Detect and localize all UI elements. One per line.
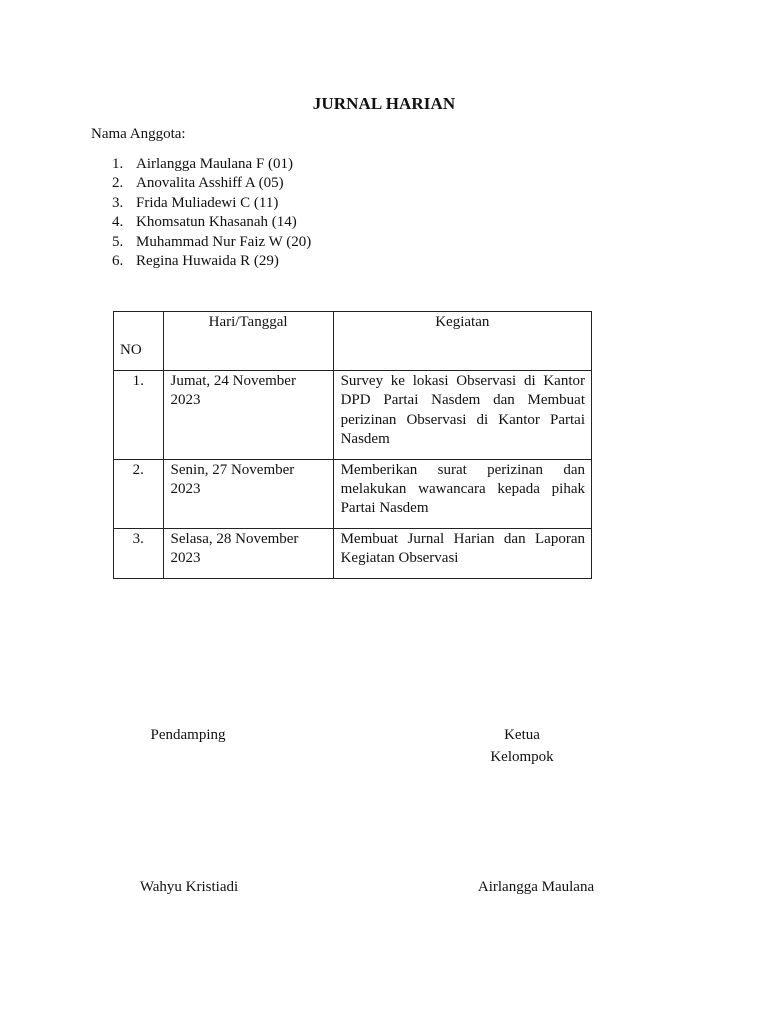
table-header-row — [114, 312, 592, 371]
member-name: Airlangga Maulana F (01) — [136, 156, 294, 172]
row-date: Selasa, 28 November 2023 — [163, 528, 333, 578]
header-activity: Kegiatan — [333, 312, 591, 371]
row-date: Senin, 27 November 2023 — [163, 459, 333, 528]
list-item-number: 2. — [112, 175, 124, 192]
table-row — [114, 459, 592, 528]
header-no: NO — [114, 312, 164, 371]
list-item — [112, 252, 311, 271]
journal-table — [113, 311, 592, 579]
signature-left-role: Pendamping — [150, 727, 226, 743]
members-list — [112, 155, 311, 271]
header-date: Hari/Tanggal — [163, 312, 333, 371]
members-label: Nama Anggota: — [91, 126, 186, 142]
list-item-number: 4. — [112, 214, 124, 231]
member-name: Regina Huwaida R (29) — [136, 252, 279, 269]
table-row — [114, 528, 592, 578]
member-name: Khomsatun Khasanah (14) — [136, 214, 297, 231]
row-date: Jumat, 24 November 2023 — [163, 371, 333, 460]
row-activity: Survey ke lokasi Observasi di Kantor DPD Partai Nasdem dan Membuat perizinan Observasi di Kantor Partai Nasdem — [333, 371, 591, 460]
member-name: Muhammad Nur Faiz W (20) — [136, 233, 312, 250]
list-item-number: 3. — [112, 194, 124, 211]
list-item — [112, 194, 311, 213]
row-activity: Memberikan surat perizinan dan melakukan wawancara kepada pihak Partai Nasdem — [333, 459, 591, 528]
row-activity: Membuat Jurnal Harian dan Laporan Kegiatan Observasi — [333, 528, 591, 578]
member-name: Frida Muliadewi C (11) — [136, 194, 279, 211]
list-item-number: 1. — [112, 156, 124, 172]
row-number: 2. — [114, 459, 164, 528]
signature-right-name: Airlangga Maulana — [477, 879, 595, 895]
signature-right-role-line1: Ketua — [504, 727, 540, 743]
list-item-number: 6. — [112, 252, 124, 269]
row-number: 1. — [114, 371, 164, 460]
list-item — [112, 155, 311, 174]
table-row — [114, 371, 592, 460]
list-item — [112, 233, 311, 252]
list-item-number: 5. — [112, 233, 124, 250]
signature-left-name: Wahyu Kristiadi — [139, 879, 239, 895]
document-title: JURNAL HARIAN — [312, 94, 456, 113]
list-item — [112, 174, 311, 193]
row-number: 3. — [114, 528, 164, 578]
list-item — [112, 213, 311, 232]
signature-right-role-line2: Kelompok — [490, 749, 554, 765]
member-name: Anovalita Asshiff A (05) — [136, 175, 284, 192]
